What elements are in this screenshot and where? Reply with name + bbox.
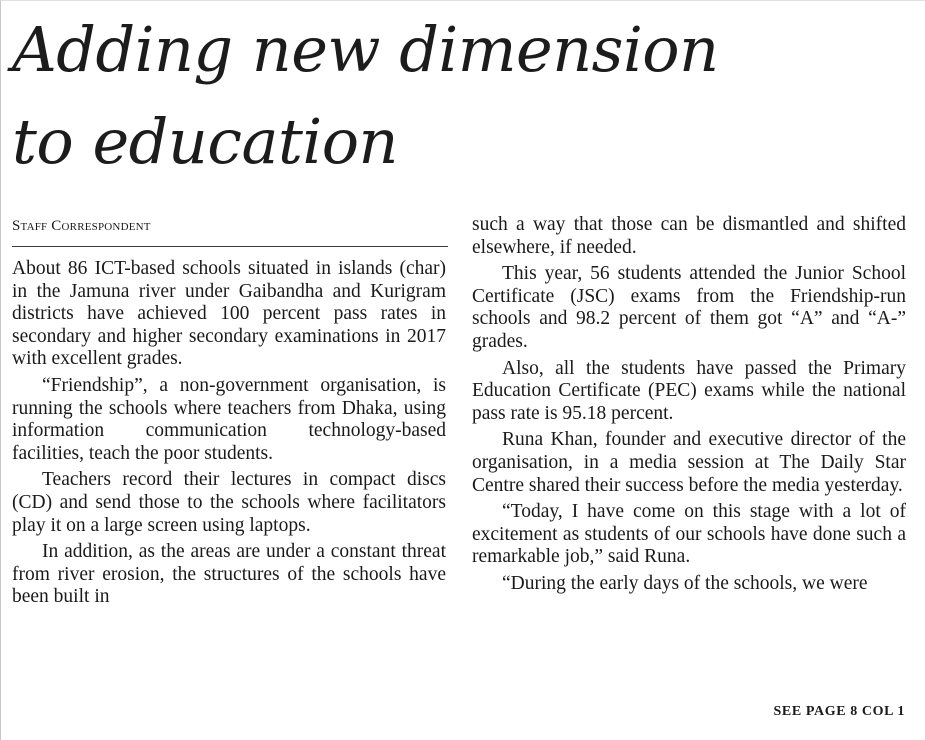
paragraph: In addition, as the areas are under a constant threat from river erosion, the structures of the schools have been built in [12,541,446,608]
paragraph: Teachers record their lectures in compact discs (CD) and send those to the schools where facilitators play it on a large screen using laptops. [12,469,446,536]
paragraph: Runa Khan, founder and executive director of the organisation, in a media session at The Daily Star Centre shared their success before the media yesterday. [472,429,906,496]
paragraph: About 86 ICT-based schools situated in islands (char) in the Jamuna river under Gaibandha and Kurigram districts have achieved 100 percent pass rates in secondary and higher secondary examinations in 2017 with excellent grades. [12,258,446,370]
headline-line-1: Adding new dimension [12,13,719,86]
article-column-1 [12,258,446,718]
paragraph: such a way that those can be dismantled and shifted elsewhere, if needed. [472,214,906,258]
headline [12,4,912,188]
paragraph: “Today, I have come on this stage with a lot of excitement as students of our schools have done such a remarkable job,” said Runa. [472,501,906,568]
byline: Staff Correspondent [12,216,448,247]
paragraph: Also, all the students have passed the Primary Education Certificate (PEC) exams while the national pass rate is 95.18 percent. [472,357,906,424]
paragraph: “Friendship”, a non-government organisation, is running the schools where teachers from Dhaka, using information communication technology-based facilities, teach the poor students. [12,374,446,464]
paragraph: This year, 56 students attended the Junior School Certificate (JSC) exams from the Friendship-run schools and 98.2 percent of them got “A” and “A-” grades. [472,263,906,352]
paragraph: “During the early days of the schools, we were [502,572,868,594]
continuation-jump-line: SEE PAGE 8 COL 1 [773,704,905,719]
headline-line-2: to education [12,105,398,178]
article-column-2 [472,214,906,694]
